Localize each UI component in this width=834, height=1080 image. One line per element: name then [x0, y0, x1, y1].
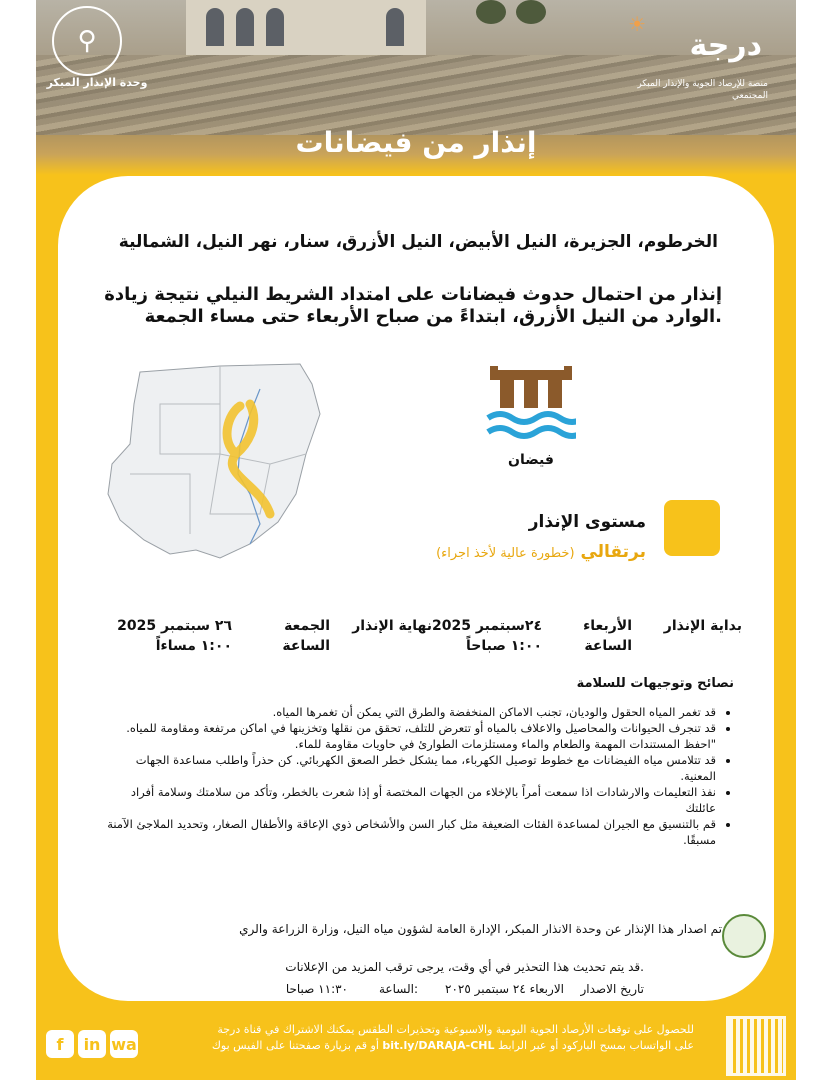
social-links — [46, 1030, 138, 1060]
start-time-label: الساعة — [584, 638, 632, 654]
alert-level-title: مستوى الإنذار — [528, 512, 646, 532]
end-date: ٢٦ سبتمبر 2025 — [117, 618, 232, 634]
issue-date-label: تاريخ الاصدار — [580, 982, 644, 996]
flood-icon — [486, 362, 576, 448]
list-item: • قد تنجرف الحيوانات والمحاصيل والاعلاف بالمياه أو تتعرض للتلف، تحقق من نقلها وتخزينها في اماكن مرتفعة ومقاومة للمياه. — [104, 720, 716, 736]
alert-poster — [36, 0, 796, 1080]
footer-line-1: للحصول على توقعات الأرصاد الجوية اليومية والاسبوعية وتحذيرات الطقس يمكنك الاشتراك في قناة درجة — [217, 1023, 694, 1036]
alert-dates — [106, 618, 742, 662]
level-color-name: برتقالي — [580, 542, 646, 562]
linkedin-icon[interactable]: in — [78, 1030, 106, 1058]
advice-title: نصائح وتوجيهات للسلامة — [576, 676, 734, 691]
facebook-icon[interactable]: f — [46, 1030, 74, 1058]
alert-headline: إنذار من احتمال حدوث فيضانات على امتداد الشريط النيلي نتيجة زيادة الوارد من النيل الأزرق، ابتداءً من صباح الأربعاء حتى مساء الجمعة. — [104, 284, 722, 327]
list-item: • قد تتلامس مياه الفيضانات مع خطوط توصيل الكهرباء، مما يشكل خطر الصعق الكهربائي. كن حذراً واطلب مساعدة الجهات المعنية. — [104, 752, 716, 784]
page-title: إنذار من فيضانات — [295, 126, 537, 159]
alert-card — [58, 176, 774, 1001]
brand-subtitle: منصة للإرصاد الجوية والإنذار المبكر المجتمعي — [637, 79, 768, 101]
update-note: قد يتم تحديث هذا التحذير في أي وقت، يرجى ترقب المزيد من الإعلانات. — [285, 960, 644, 974]
end-time-label: الساعة — [282, 638, 330, 654]
unit-name: وحدة الإنذار المبكر — [46, 76, 148, 89]
ministry-seal-logo — [722, 914, 766, 958]
list-item: • قم بالتنسيق مع الجيران لمساعدة الفئات الضعيفة مثل كبار السن والأشخاص ذوي الإعاقة والأطفال الصغار، وتحديد الملاجئ الآمنة مسبقًا. — [104, 816, 716, 848]
map-outline — [108, 364, 320, 558]
list-item: • نفذ التعليمات والارشادات اذا سمعت أمراً بالإخلاء من الجهات المختصة أو إذا شعرت بالخطر، وتأكد من سلامتك وسلامة أفراد عائلتك — [104, 784, 716, 816]
start-day: الأربعاء — [583, 618, 632, 634]
whatsapp-icon[interactable]: wa — [110, 1030, 138, 1058]
building-graphic — [186, 0, 426, 55]
brand-wordmark: درجة — [689, 28, 762, 63]
list-item: • قد تغمر المياه الحقول والوديان، تجنب الاماكن المنخفضة والطرق التي يمكن أن تغمرها المياه. — [104, 704, 716, 720]
issue-time-value: ١١:٣٠ صباحا — [285, 982, 348, 996]
issue-time-label: الساعة: — [379, 982, 418, 996]
issue-date-row — [258, 982, 644, 1000]
qr-code[interactable] — [726, 1016, 786, 1076]
banner-photo — [36, 0, 796, 175]
alert-level-swatch — [664, 500, 720, 556]
sudan-map — [100, 344, 332, 576]
alert-level-value — [436, 542, 646, 562]
start-date: ٢٤سبتمبر 2025 — [432, 618, 542, 634]
footer-line-3: أو قم بزيارة صفحتنا على الفيس بوك — [211, 1039, 379, 1052]
issue-date-value: الاربعاء ٢٤ سبتمبر ٢٠٢٥ — [445, 982, 564, 996]
issued-by: تم اصدار هذا الإنذار عن وحدة الانذار المبكر، الإدارة العامة لشؤون مياه النيل، وزارة الزراعة والري — [239, 922, 722, 936]
early-warning-unit-logo: ⚲ — [52, 6, 122, 76]
footer-line-2 — [144, 1038, 694, 1054]
daraja-link[interactable]: bit.ly/DARAJA-CHL — [382, 1039, 495, 1052]
level-note: (خطورة عالية لأخذ اجراء) — [436, 546, 575, 561]
list-item: "احفظ المستندات المهمة والطعام والماء ومستلزمات الطوارئ في حاويات مقاومة للماء. — [294, 737, 716, 751]
start-label: بداية الإنذار — [663, 618, 742, 634]
hazard-label: فيضان — [508, 452, 554, 468]
daraja-brand — [606, 6, 776, 116]
footer-text — [144, 1022, 694, 1054]
end-time: ١:٠٠ مساءاً — [155, 638, 232, 654]
end-day: الجمعة — [284, 618, 330, 634]
footer-line-2-text: على الواتساب بمسح الباركود أو عبر الرابط — [498, 1039, 694, 1052]
sun-cloud-icon: ☀ — [628, 12, 646, 36]
start-time: ١:٠٠ صباحاً — [466, 638, 542, 654]
affected-regions: الخرطوم، الجزيرة، النيل الأبيض، النيل الأزرق، سنار، نهر النيل، الشمالية — [118, 232, 718, 252]
end-label: نهاية الإنذار — [352, 618, 432, 634]
advice-list — [104, 704, 732, 848]
